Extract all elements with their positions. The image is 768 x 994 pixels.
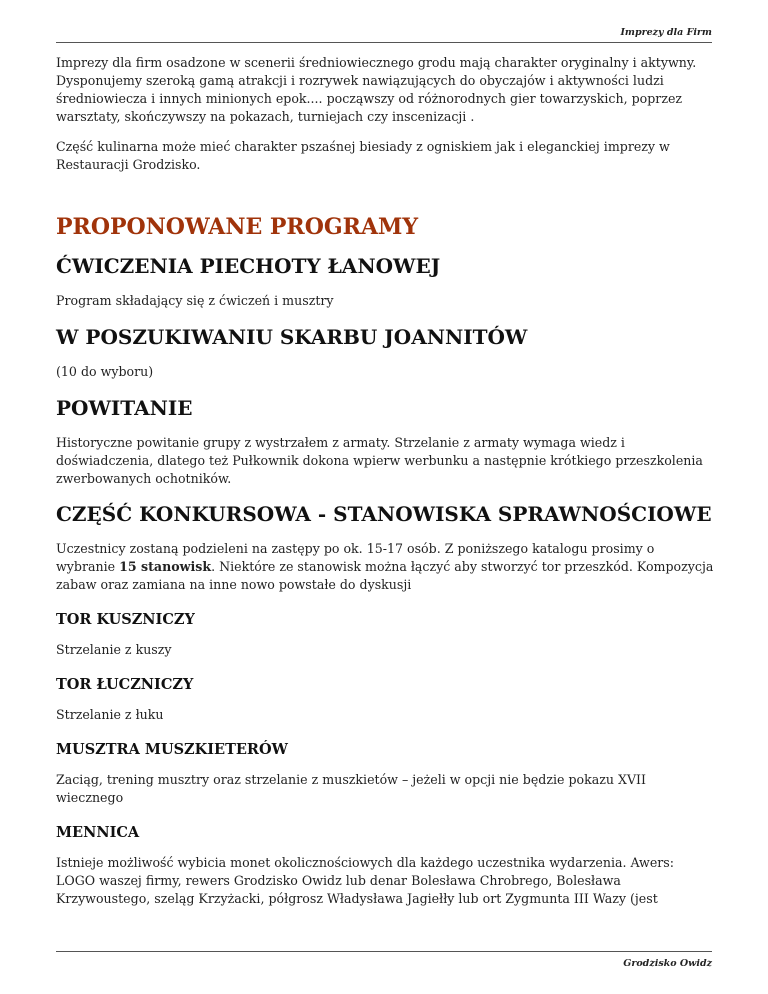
header-title: Imprezy dla Firm <box>620 27 712 38</box>
program-title: POWITANIE <box>56 396 193 420</box>
contest-text-before: Uczestnicy zostaną podzieleni na zastępy po ok. 15-17 osób. Z poniższego katalogu prosimy o wybranie <box>56 541 655 574</box>
intro-paragraph-2: Część kulinarna może mieć charakter pszaśnej biesiady z ogniskiem jak i eleganckiej imprezy w Restauracji Grodzisko. <box>56 139 670 172</box>
program-title: W POSZUKIWANIU SKARBU JOANNITÓW <box>56 325 528 349</box>
station-text: Zaciąg, trening musztry oraz strzelanie z muszkietów – jeżeli w opcji nie będzie pokazu XVII wiecznego <box>56 772 647 805</box>
program-text: (10 do wyboru) <box>56 364 154 379</box>
footer-text: Grodzisko Owidz <box>623 958 712 969</box>
station-text: Strzelanie z łuku <box>56 707 164 722</box>
contest-title: CZĘŚĆ KONKURSOWA - STANOWISKA SPRAWNOŚCIOWE <box>56 502 712 526</box>
section-title: PROPONOWANE PROGRAMY <box>56 214 419 240</box>
page-header <box>56 28 712 43</box>
document-body <box>56 54 716 908</box>
station-title: TOR KUSZNICZY <box>56 611 195 628</box>
station-title: TOR ŁUCZNICZY <box>56 676 194 693</box>
station-text: Strzelanie z kuszy <box>56 642 172 657</box>
page-footer <box>56 951 712 969</box>
program-text: Historyczne powitanie grupy z wystrzałem z armaty. Strzelanie z armaty wymaga wiedz i doświadczenia, dlatego też Pułkownik dokona wpierw werbunku a następnie krótkiego przeszkolenia zwerbowanych ochotników. <box>56 435 703 486</box>
station-title: MUSZTRA MUSZKIETERÓW <box>56 741 288 758</box>
station-title: MENNICA <box>56 824 140 841</box>
station-text: Istnieje możliwość wybicia monet okolicznościowych dla każdego uczestnika wydarzenia. Awers: LOGO waszej firmy, rewers Grodzisko Owidz lub denar Bolesława Chrobrego, Bolesława Krzywoustego, szeląg Krzyżacki, półgrosz Władysława Jagiełły lub ort Zygmunta III Wazy (jest <box>56 855 675 906</box>
program-text: Program składający się z ćwiczeń i musztry <box>56 293 334 308</box>
program-title: ĆWICZENIA PIECHOTY ŁANOWEJ <box>56 254 441 278</box>
intro-paragraph-1: Imprezy dla firm osadzone w scenerii średniowiecznego grodu mają charakter oryginalny i aktywny. Dysponujemy szeroką gamą atrakcji i rozrywek nawiązujących do obyczajów i aktywności ludzi średniowiecza i innych minionych epok.... począwszy od różnorodnych gier towarzyskich, poprzez warsztaty, skończywszy na pokazach, turniejach czy inscenizacji . <box>56 55 697 124</box>
contest-text <box>56 540 716 594</box>
contest-text-bold: 15 stanowisk <box>119 559 212 574</box>
contest-text-after: . Niektóre ze stanowisk można łączyć aby stworzyć tor przeszkód. Kompozycja zabaw oraz zamiana na inne nowo powstałe do dyskusji <box>56 559 714 592</box>
